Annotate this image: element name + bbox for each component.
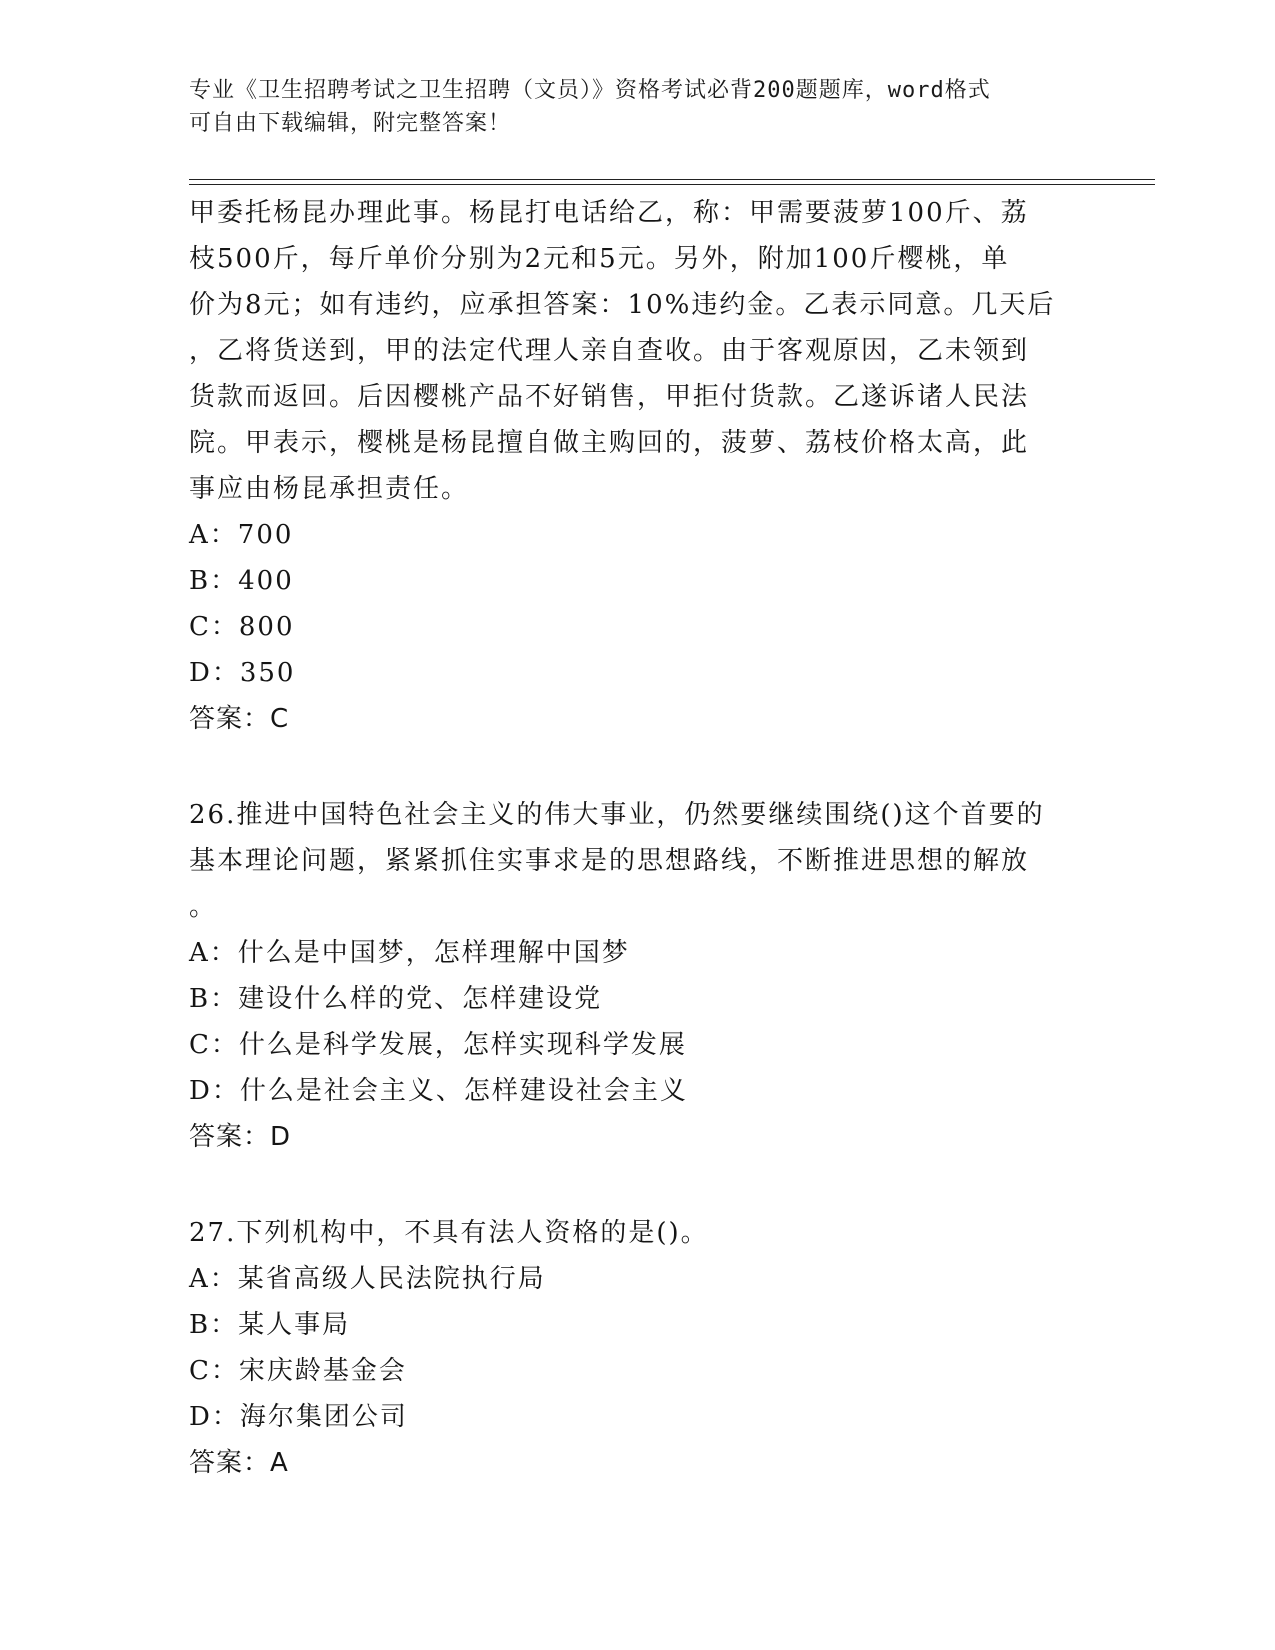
document-header	[189, 74, 1069, 140]
question-list	[189, 190, 1089, 1486]
question-25	[189, 190, 1089, 742]
question-text-line: 基本理论问题，紧紧抓住实事求是的思想路线，不断推进思想的解放	[189, 846, 1030, 876]
option-c: C：什么是科学发展，怎样实现科学发展	[189, 1030, 687, 1060]
question-26	[189, 792, 1089, 1160]
option-c: C：800	[189, 612, 295, 642]
option-d: D：350	[189, 658, 296, 688]
header-rule-top	[189, 179, 1155, 180]
option-a: A：某省高级人民法院执行局	[189, 1264, 546, 1294]
spacer	[189, 1160, 1089, 1210]
header-line-2: 可自由下载编辑，附完整答案！	[189, 111, 512, 136]
question-text-line: 。	[189, 892, 218, 922]
question-text-line: 27.下列机构中，不具有法人资格的是()。	[189, 1218, 709, 1248]
answer-line: 答案：A	[189, 1448, 289, 1478]
header-line-1: 专业《卫生招聘考试之卫生招聘（文员）》资格考试必背200题题库，word格式	[189, 78, 991, 103]
header-rule-bottom	[189, 184, 1155, 185]
question-text-line: 院。甲表示，樱桃是杨昆擅自做主购回的，菠萝、荔枝价格太高，此	[189, 428, 1030, 458]
option-b: B：400	[189, 566, 294, 596]
question-text-line: 货款而返回。后因樱桃产品不好销售，甲拒付货款。乙遂诉诸人民法	[189, 382, 1030, 412]
option-b: B：建设什么样的党、怎样建设党	[189, 984, 603, 1014]
option-b: B：某人事局	[189, 1310, 351, 1340]
option-c: C：宋庆龄基金会	[189, 1356, 407, 1386]
question-text-line: 事应由杨昆承担责任。	[189, 474, 470, 504]
option-a: A：700	[189, 520, 294, 550]
spacer	[189, 742, 1089, 792]
option-d: D：海尔集团公司	[189, 1402, 408, 1432]
question-text-line: 价为8元；如有违约，应承担答案：10%违约金。乙表示同意。几天后	[189, 290, 1056, 320]
question-27	[189, 1210, 1089, 1486]
question-text-line: 26.推进中国特色社会主义的伟大事业，仍然要继续围绕()这个首要的	[189, 800, 1045, 830]
question-text-line: 枝500斤，每斤单价分别为2元和5元。另外，附加100斤樱桃，单	[189, 244, 1010, 274]
option-d: D：什么是社会主义、怎样建设社会主义	[189, 1076, 688, 1106]
answer-line: 答案：C	[189, 704, 290, 734]
option-a: A：什么是中国梦，怎样理解中国梦	[189, 938, 630, 968]
answer-line: 答案：D	[189, 1122, 292, 1152]
question-text-line: ，乙将货送到，甲的法定代理人亲自查收。由于客观原因，乙未领到	[189, 336, 1030, 366]
question-text-line: 甲委托杨昆办理此事。杨昆打电话给乙，称：甲需要菠萝100斤、荔	[189, 198, 1029, 228]
